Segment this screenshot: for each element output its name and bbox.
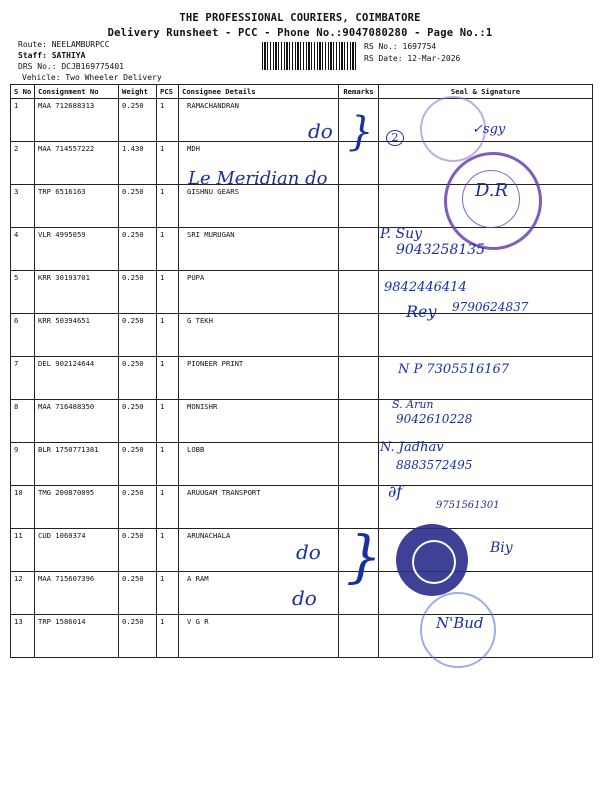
cell-consignee: SRI MURUGAN: [179, 228, 339, 271]
cell-cons: MAA 715607396: [35, 572, 119, 615]
cell-weight: 0.250: [119, 314, 157, 357]
phone-9: 8883572495: [396, 458, 473, 472]
cell-remarks: [339, 486, 379, 529]
phone-4: 9043258135: [396, 242, 486, 258]
cell-remarks: [339, 228, 379, 271]
col-header-consignment: Consignment No: [35, 85, 119, 99]
cell-cons: MAA 716488350: [35, 400, 119, 443]
cell-consignee: PUPA: [179, 271, 339, 314]
cell-cons: TMG 200870095: [35, 486, 119, 529]
cell-weight: 0.250: [119, 443, 157, 486]
cell-remarks: [339, 314, 379, 357]
cell-weight: 0.250: [119, 357, 157, 400]
cell-consignee: A RAM: [179, 572, 339, 615]
cell-cons: MAA 712688313: [35, 99, 119, 142]
cell-cons: MAA 714557222: [35, 142, 119, 185]
cell-pcs: 1: [157, 271, 179, 314]
runsheet-subtitle: Delivery Runsheet - PCC - Phone No.:9047080280 - Page No.:1: [107, 27, 493, 39]
cell-remarks: [339, 185, 379, 228]
cell-weight: 0.250: [119, 271, 157, 314]
cell-remarks: [339, 400, 379, 443]
phone-10: 9751561301: [436, 500, 500, 511]
route-label: Route: NEELAMBURPCC: [18, 40, 110, 49]
cell-sno: 5: [11, 271, 35, 314]
cell-pcs: 1: [157, 486, 179, 529]
rs-number: RS No.: 1697754: [364, 42, 437, 51]
cell-consignee: MONISHR: [179, 400, 339, 443]
col-header-signature: Seal & Signature: [379, 85, 593, 99]
remark-do-12: do: [292, 586, 317, 610]
cell-sno: 12: [11, 572, 35, 615]
cell-sno: 13: [11, 615, 35, 658]
cell-consignee: GISHNU GEARS: [179, 185, 339, 228]
remark-le-meridian: Le Meridian do: [188, 168, 328, 189]
phone-8: 9042610228: [396, 412, 473, 426]
cell-consignee: V G R: [179, 615, 339, 658]
table-row: [11, 400, 593, 443]
cell-weight: 0.250: [119, 529, 157, 572]
cell-sno: 3: [11, 185, 35, 228]
cell-consignee: ARUNACHALA: [179, 529, 339, 572]
brace-mark-1: }: [348, 109, 374, 155]
cell-weight: 0.250: [119, 572, 157, 615]
cell-remarks: [339, 443, 379, 486]
cell-weight: 0.250: [119, 486, 157, 529]
col-header-weight: Weight: [119, 85, 157, 99]
cell-pcs: 1: [157, 615, 179, 658]
col-header-pcs: PCS: [157, 85, 179, 99]
cell-sno: 4: [11, 228, 35, 271]
cell-sno: 9: [11, 443, 35, 486]
table-header-row: [11, 85, 593, 99]
cell-pcs: 1: [157, 529, 179, 572]
cell-consignee: MDH: [179, 142, 339, 185]
cell-consignee: ARUUGAM TRANSPORT: [179, 486, 339, 529]
cell-sno: 7: [11, 357, 35, 400]
cell-pcs: 1: [157, 572, 179, 615]
cell-weight: 0.250: [119, 185, 157, 228]
phone-5: 9842446414: [384, 280, 467, 295]
cell-pcs: 1: [157, 400, 179, 443]
phone-6: 9790624837: [452, 300, 529, 314]
phone-7: N P 7305516167: [398, 362, 510, 377]
cell-pcs: 1: [157, 314, 179, 357]
signature-3: D.R: [475, 180, 509, 201]
staff-label: Staff: SATHIYA: [18, 51, 86, 60]
table-row: [11, 615, 593, 658]
cell-cons: CUD 1060374: [35, 529, 119, 572]
signature-13: N'Bud: [436, 614, 484, 632]
cell-sno: 11: [11, 529, 35, 572]
cell-pcs: 1: [157, 228, 179, 271]
cell-cons: KRR 30193701: [35, 271, 119, 314]
barcode: [262, 42, 356, 70]
name-9: N. Jadhav: [380, 440, 444, 455]
cell-weight: 0.250: [119, 400, 157, 443]
cell-pcs: 1: [157, 443, 179, 486]
company-title: THE PROFESSIONAL COURIERS, COIMBATORE: [179, 12, 421, 24]
table-row: [11, 486, 593, 529]
cell-pcs: 1: [157, 142, 179, 185]
cell-pcs: 1: [157, 185, 179, 228]
cell-pcs: 1: [157, 357, 179, 400]
col-header-sno: S No: [11, 85, 35, 99]
cell-sno: 2: [11, 142, 35, 185]
drs-label: DRS No.: DCJB169775401: [18, 62, 124, 71]
cell-sno: 6: [11, 314, 35, 357]
remark-do-1: do: [308, 119, 333, 143]
cell-cons: KRR 50394651: [35, 314, 119, 357]
col-header-consignee: Consignee Details: [179, 85, 339, 99]
cell-consignee: PIONEER PRINT: [179, 357, 339, 400]
cell-cons: TRP 6516163: [35, 185, 119, 228]
signature-10: ∂f: [388, 482, 403, 501]
cell-sno: 10: [11, 486, 35, 529]
cell-remarks: [339, 271, 379, 314]
cell-consignee: RAMACHANDRAN: [179, 99, 339, 142]
signature-1: ✓sgy: [472, 122, 506, 137]
signature-4: P. Suy: [380, 226, 422, 242]
company-seal-dark-inner: [412, 540, 456, 584]
cell-weight: 0.250: [119, 228, 157, 271]
table-row: [11, 314, 593, 357]
cell-cons: DEL 902124644: [35, 357, 119, 400]
remark-do-11: do: [296, 540, 321, 564]
cell-weight: 0.250: [119, 99, 157, 142]
circled-number: 2: [386, 130, 404, 146]
cell-consignee: LOBB: [179, 443, 339, 486]
cell-pcs: 1: [157, 99, 179, 142]
vehicle-label: Vehicle: Two Wheeler Delivery: [22, 73, 162, 82]
table-row: [11, 443, 593, 486]
signature-11: Biy: [490, 540, 513, 556]
cell-remarks: [339, 615, 379, 658]
cell-cons: VLR 4995059: [35, 228, 119, 271]
cell-sno: 8: [11, 400, 35, 443]
col-header-remarks: Remarks: [339, 85, 379, 99]
signature-6: Rey: [406, 302, 437, 321]
cell-consignee: G TEKH: [179, 314, 339, 357]
cell-remarks: [339, 357, 379, 400]
cell-weight: 1.430: [119, 142, 157, 185]
cell-sno: 1: [11, 99, 35, 142]
cell-cons: BLR 1750771381: [35, 443, 119, 486]
brace-mark-11: }: [346, 525, 382, 590]
rs-date: RS Date: 12-Mar-2026: [364, 54, 461, 63]
cell-cons: TRP 1586014: [35, 615, 119, 658]
name-8: S. Arun: [392, 398, 434, 411]
cell-weight: 0.250: [119, 615, 157, 658]
